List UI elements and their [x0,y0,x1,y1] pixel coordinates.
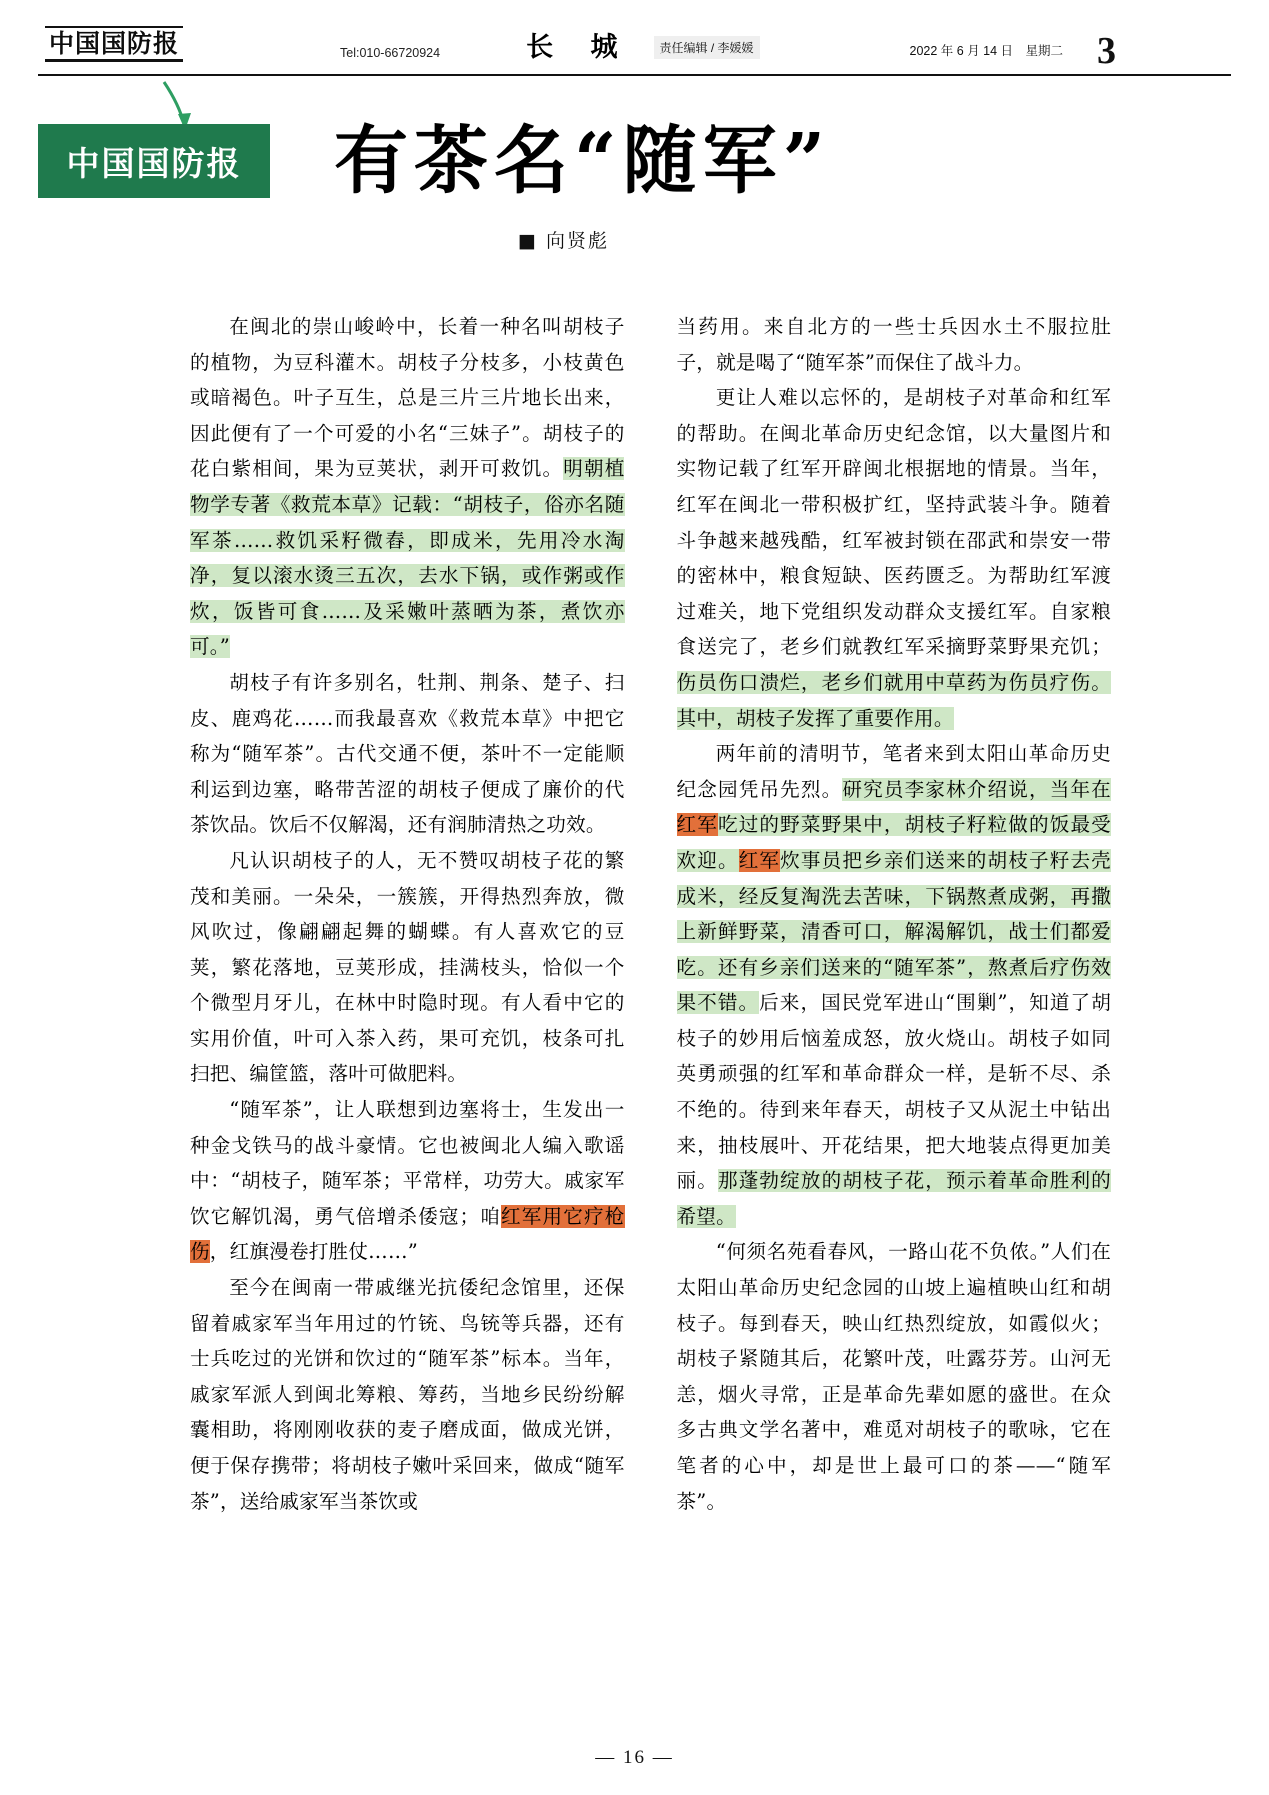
column-right [677,309,1112,1519]
highlight-green: 伤员伤口溃烂，老乡们就用中草药为伤员疗伤。其中，胡枝子发挥了重要作用。 [676,670,1111,730]
highlight-green: 研究员李家林介绍说，当年在 [842,777,1111,801]
masthead-logo [38,22,190,66]
page-footer: — 16 — [595,1747,674,1768]
paragraph: 凡认识胡枝子的人，无不赞叹胡枝子花的繁茂和美丽。一朵朵，一簇簇，开得热烈奔放，微风吹过，像翩翩起舞的蝴蝶。有人喜欢它的豆荚，繁花落地，豆荚形成，挂满枝头，恰似一个个微型月牙儿，在林中时隐时现。有人看中它的实用价值，叶可入茶入药，果可充饥，枝条可扎扫把、编筐篮，落叶可做肥料。 [190,848,625,1086]
column-left [190,309,625,1519]
title-block [38,76,1231,291]
masthead-page-number: 3 [1097,30,1117,72]
highlight-orange: 红军用它疗枪伤 [190,1204,625,1264]
article-body [38,309,1231,1519]
article-headline: 有茶名“随军” [334,118,832,204]
masthead [38,0,1231,72]
paragraph [677,380,1112,736]
paragraph [677,736,1112,1234]
highlight-green: 炊事员把乡亲们送来的胡枝子籽去壳成米，经反复淘洗去苦味，下锅熬煮成粥，再撒上新鲜野菜，清香可口，解渴解饥，战士们都爱吃。还有乡亲们送来的“随军茶”，熬煮后疗伤效果不错。 [676,848,1111,1015]
article-byline: ■ 向贤彪 [518,230,609,252]
masthead-section-title: 长 城 [526,32,632,63]
masthead-editor: 责任编辑 / 李媛媛 [654,36,760,59]
masthead-phone: Tel:010-66720924 [340,46,441,60]
paragraph [190,309,625,665]
masthead-date: 2022 年 6 月 14 日 星期二 [909,44,1064,58]
paragraph-text: 在闽北的崇山峻岭中，长着一种名叫胡枝子的植物，为豆科灌木。胡枝子分枝多，小枝黄色或暗褐色。叶子互生，总是三片三片地长出来，因此便有了一个可爱的小名“三妹子”。胡枝子的花白紫相间，果为豆荚状，剥开可救饥。 [190,315,625,481]
highlight-green: 那蓬勃绽放的胡枝子花，预示着革命胜利的希望。 [676,1169,1111,1228]
paragraph: “何须名苑看春风，一路山花不负侬。”人们在太阳山革命历史纪念园的山坡上遍植映山红和胡枝子。每到春天，映山红热烈绽放，如霞似火；胡枝子紧随其后，花繁叶茂，吐露芬芳。山河无恙，烟火寻常，正是革命先辈如愿的盛世。在众多古典文学名著中，难觅对胡枝子的歌咏，它在笔者的心中，却是世上最可口的茶——“随军茶”。 [676,1240,1111,1513]
highlight-green: 吃过的野菜野果中，胡枝子籽粒做的饭最受欢迎。 [676,813,1111,872]
highlight-green: 明朝植物学专著《救荒本草》记载：“胡枝子，俗亦名随军茶……救饥采籽微舂，即成米，先用冷水淘净，复以滚水烫三五次，去水下锅，或作粥或作炊，饭皆可食……及采嫩叶蒸晒为茶，煮饮亦可。” [190,457,625,659]
paragraph-text: “随军茶”，让人联想到边塞将士，生发出一种金戈铁马的战斗豪情。它也被闽北人编入歌谣中：“胡枝子，随军茶；平常样，功劳大。戚家军饮它解饥渴，勇气倍增杀倭寇；咱 [190,1098,625,1228]
masthead-logo-text: 中国国防报 [45,26,183,63]
paragraph [190,1092,625,1270]
brand-logo-text: 中国国防报 [66,143,242,183]
brand-logo-box [38,124,270,198]
paragraph-text: 两年前的清明节，笔者来到太阳山革命历史纪念园凭吊先烈。 [676,742,1111,801]
highlight-orange: 红军 [738,848,781,872]
paragraph-text: 后来，国民党军进山“围剿”，知道了胡枝子的妙用后恼羞成怒，放火烧山。胡枝子如同英勇顽强的红军和革命群众一样，是斩不尽、杀不绝的。待到来年春天，胡枝子又从泥土中钻出来，抽枝展叶、开花结果，把大地装点得更加美丽。 [676,991,1111,1193]
paragraph: 至今在闽南一带戚继光抗倭纪念馆里，还保留着戚家军当年用过的竹铳、鸟铳等兵器，还有士兵吃过的光饼和饮过的“随军茶”标本。当年，戚家军派人到闽北筹粮、筹药，当地乡民纷纷解囊相助，将刚刚收获的麦子磨成面，做成光饼，便于保存携带；将胡枝子嫩叶采回来，做成“随军茶”，送给戚家军当茶饮或 [190,1276,625,1513]
paragraph-text: 更让人难以忘怀的，是胡枝子对革命和红军的帮助。在闽北革命历史纪念馆，以大量图片和实物记载了红军开辟闽北根据地的情景。当年，红军在闽北一带积极扩红，坚持武装斗争。随着斗争越来越残酷，红军被封锁在邵武和崇安一带的密林中，粮食短缺、医药匮乏。为帮助红军渡过难关，地下党组织发动群众支援红军。自家粮食送完了，老乡们就教红军采摘野菜野果充饥； [676,386,1111,659]
paragraph-text: ，红旗漫卷打胜仗……” [209,1240,418,1264]
paragraph: 当药用。来自北方的一些士兵因水土不服拉肚子，就是喝了“随军茶”而保住了战斗力。 [676,315,1111,374]
highlight-orange: 红军 [676,813,718,837]
paragraph: 胡枝子有许多别名，牡荆、荆条、楚子、扫皮、鹿鸡花……而我最喜欢《救荒本草》中把它称为“随军茶”。古代交通不便，茶叶不一定能顺利运到边塞，略带苦涩的胡枝子便成了廉价的代茶饮品。饮后不仅解渴，还有润肺清热之功效。 [190,670,625,837]
